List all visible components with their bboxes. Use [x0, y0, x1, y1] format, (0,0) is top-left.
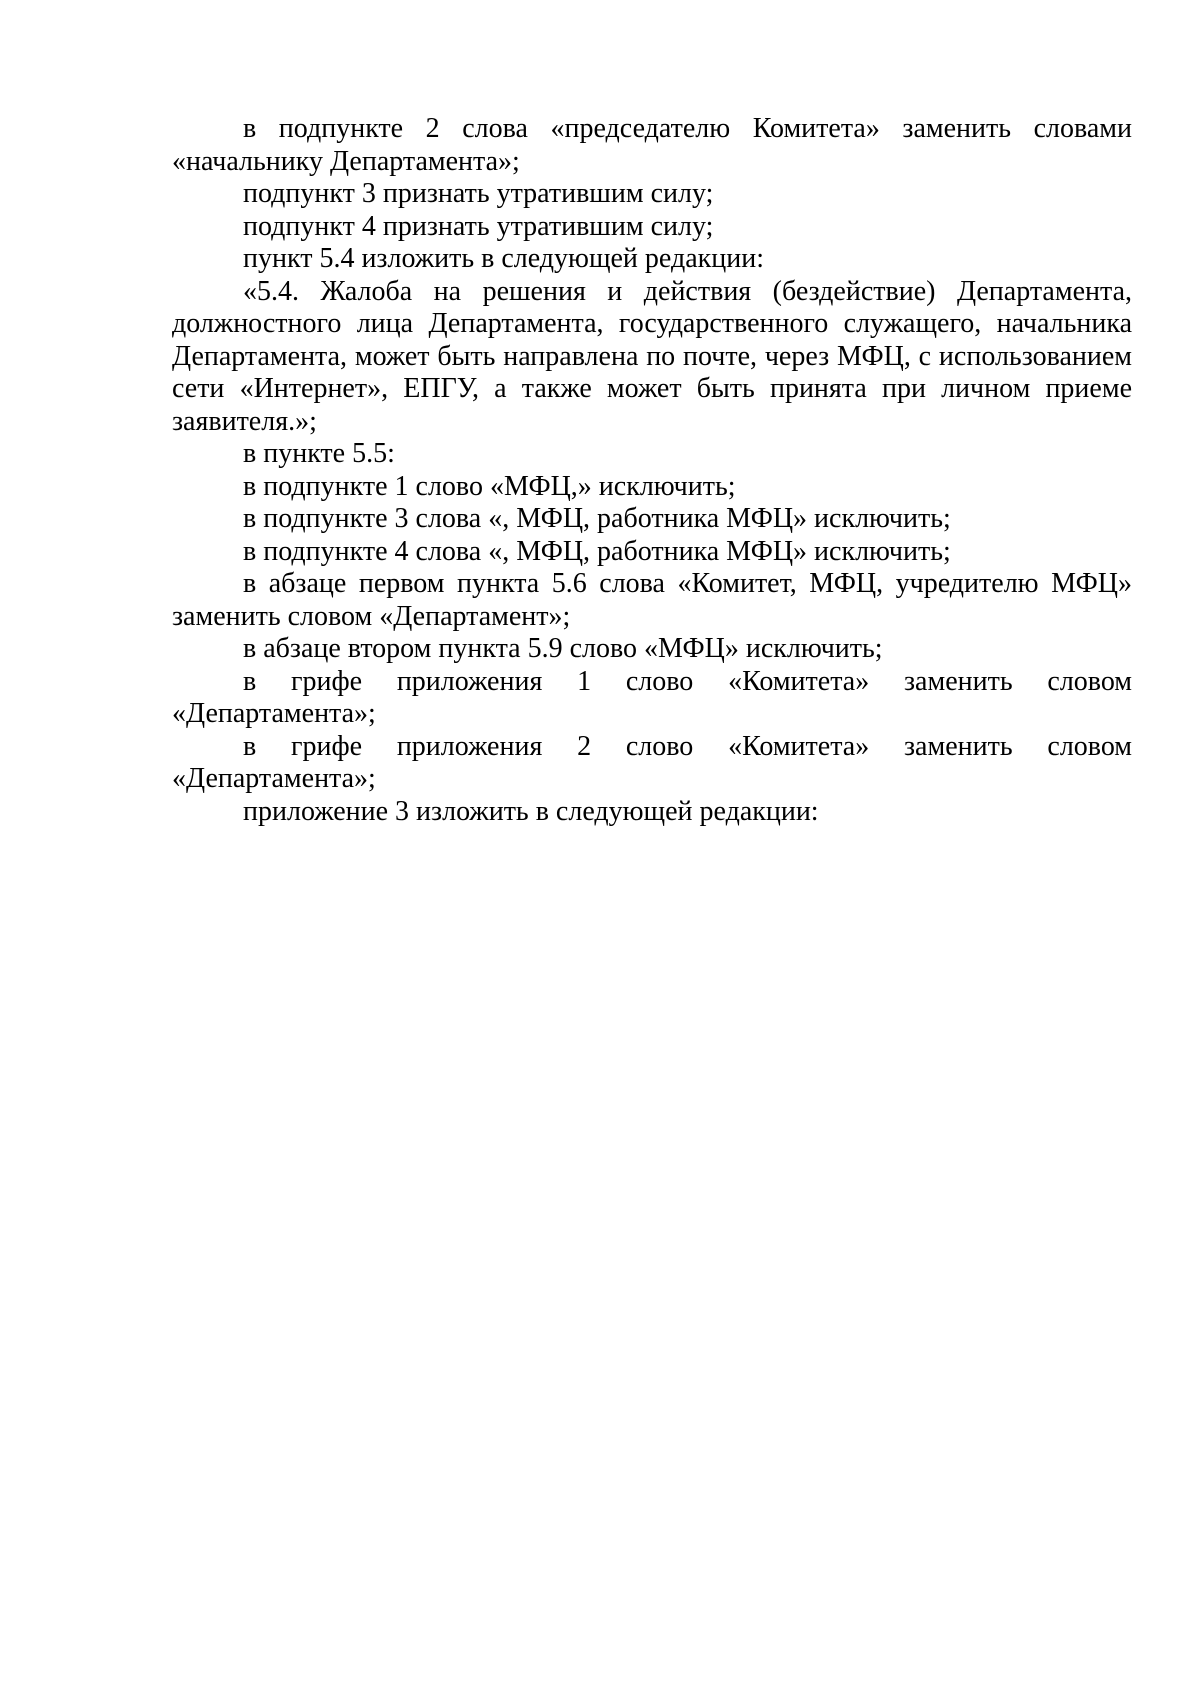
- paragraph-subitem-4-void: подпункт 4 признать утратившим силу;: [243, 210, 714, 242]
- paragraph-item-5-6: в абзаце первом пункта 5.6 слова «Комитет, МФЦ, учредителю МФЦ» заменить словом «Департамент»;: [172, 568, 1132, 632]
- paragraph-item-5-5-sub-4: в подпункте 4 слова «, МФЦ, работника МФЦ» исключить;: [243, 535, 951, 567]
- paragraph-appendix-1: в грифе приложения 1 слово «Комитета» заменить словом «Департамента»;: [172, 665, 1132, 729]
- paragraph-item-5-5-sub-1: в подпункте 1 слово «МФЦ,» исключить;: [243, 470, 736, 502]
- paragraph-subitem-3-void: подпункт 3 признать утратившим силу;: [243, 178, 714, 209]
- paragraph-appendix-2: в грифе приложения 2 слово «Комитета» заменить словом «Департамента»;: [172, 730, 1132, 794]
- paragraph-item-5-4-text: «5.4. Жалоба на решения и действия (бездействие) Департамента, должностного лица Департамента, государственного служащего, начальника Департамента, может быть направлена по почте, через МФЦ, с использованием сети «Интернет», ЕПГУ, а также может быть принята при личном приеме заявителя.»;: [172, 275, 1132, 437]
- paragraph-item-5-5-sub-3: в подпункте 3 слова «, МФЦ, работника МФЦ» исключить;: [243, 503, 951, 534]
- paragraph-appendix-3: приложение 3 изложить в следующей редакции:: [243, 795, 819, 827]
- paragraph-item-5-4-intro: пункт 5.4 изложить в следующей редакции:: [243, 243, 764, 274]
- paragraph-subitem-2-replace: в подпункте 2 слова «председателю Комитета» заменить словами «начальнику Департамента»;: [172, 113, 1132, 177]
- paragraph-item-5-9: в абзаце втором пункта 5.9 слово «МФЦ» исключить;: [243, 633, 883, 664]
- paragraph-item-5-5-intro: в пункте 5.5:: [243, 438, 395, 469]
- document-body: [172, 113, 1132, 828]
